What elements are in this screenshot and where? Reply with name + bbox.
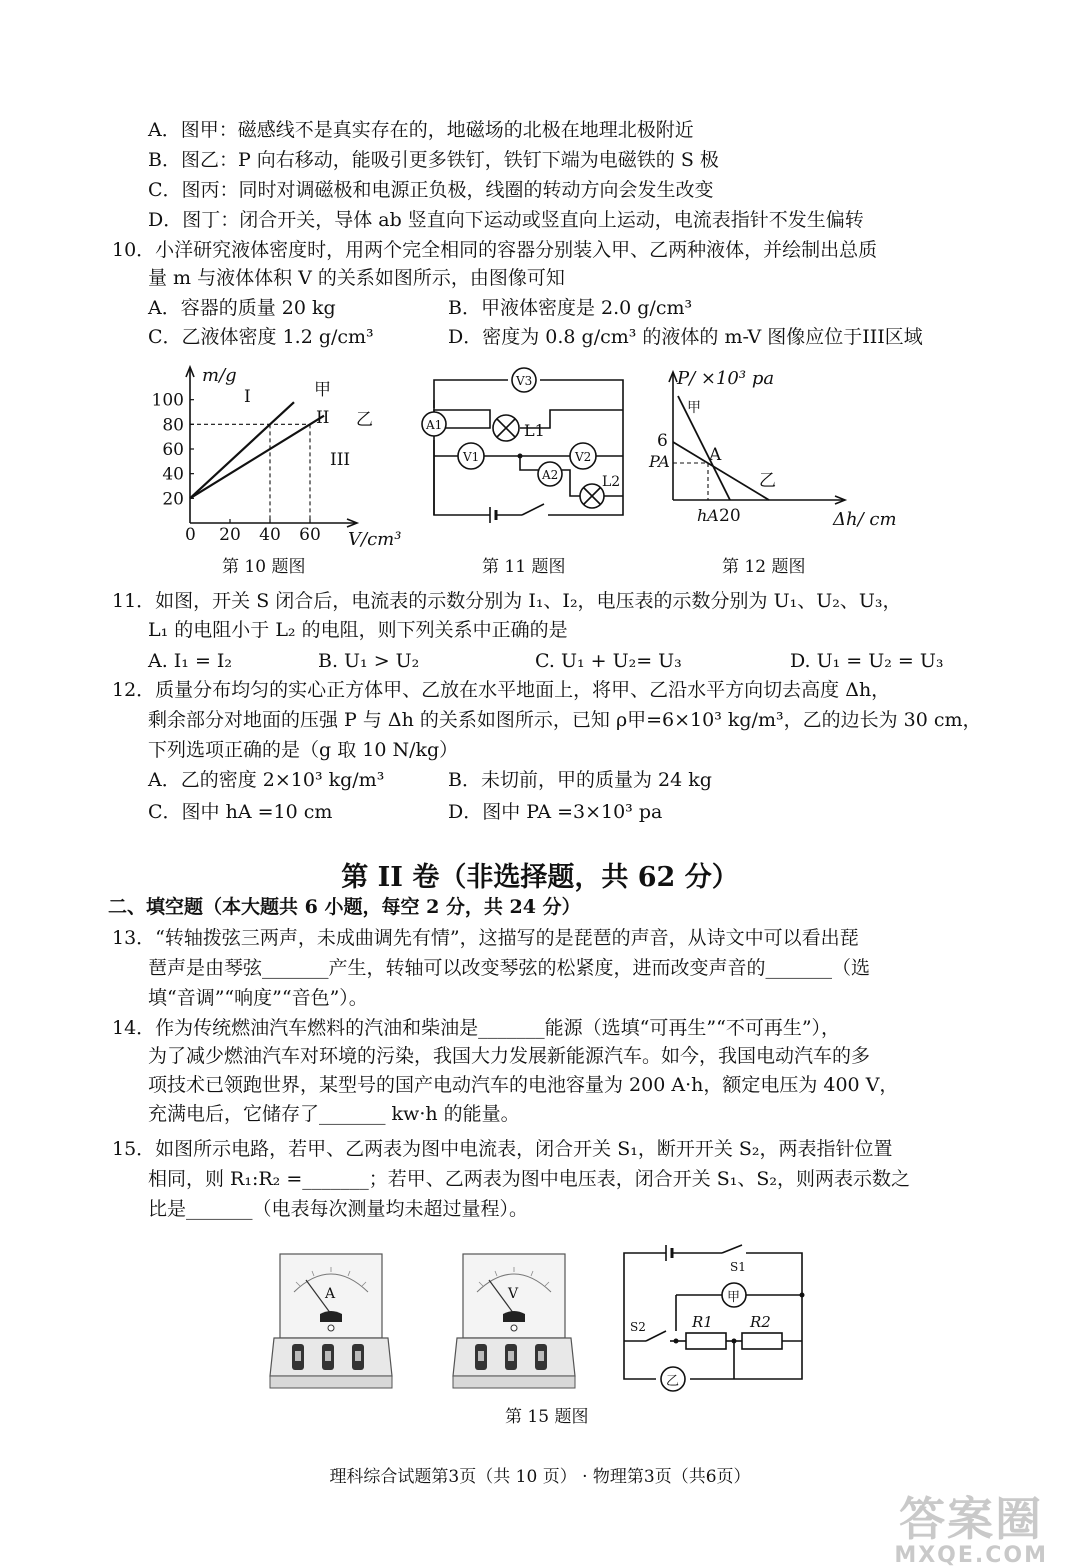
q11-option-b: B. U₁ > U₂ bbox=[318, 650, 420, 672]
fig10-lines bbox=[190, 402, 324, 523]
fig15-circuit bbox=[618, 1243, 808, 1393]
fig10-y-tick-label: 20 bbox=[162, 489, 184, 510]
q10-option-c: C．乙液体密度 1.2 g/cm³ bbox=[148, 326, 374, 348]
svg-text:S1: S1 bbox=[730, 1260, 746, 1274]
svg-text:L1: L1 bbox=[524, 421, 545, 440]
fig10-series-jia: 甲 bbox=[314, 380, 331, 400]
q15-line2: 相同，则 R₁:R₂ =_______；若甲、乙两表为图中电压表，闭合开关 S₁、S₂，则两表示数之 bbox=[148, 1168, 911, 1190]
svg-text:hA: hA bbox=[697, 506, 719, 525]
svg-text:乙: 乙 bbox=[666, 1374, 680, 1389]
q11-option-c: C. U₁ + U₂= U₃ bbox=[535, 650, 682, 672]
svg-text:V1: V1 bbox=[463, 450, 480, 464]
q11-option-d: D. U₁ = U₂ = U₃ bbox=[790, 650, 944, 672]
fig15-voltmeter bbox=[455, 1252, 575, 1392]
fig12-chart bbox=[645, 368, 910, 528]
fig15-ammeter bbox=[272, 1252, 392, 1392]
q13-line1: 13．“转轴拨弦三两声，未成曲调先有情”，这描写的是琵琶的声音，从诗文中可以看出琵 bbox=[112, 927, 859, 949]
fig10-y-tick-label: 60 bbox=[162, 440, 184, 460]
q12-stem-line3: 下列选项正确的是（g 取 10 N/kg） bbox=[148, 739, 459, 761]
fig10-xlabel: V/cm³ bbox=[348, 529, 402, 550]
svg-text:L2: L2 bbox=[602, 474, 621, 490]
fig10-series-line-1 bbox=[190, 416, 324, 499]
q13-line2: 琶声是由琴弦_______产生，转轴可以改变琴弦的松紧度，进而改变声音的_______（选 bbox=[148, 957, 871, 979]
q9-option-b: B．图乙：P 向右移动，能吸引更多铁钉，铁钉下端为电磁铁的 S 极 bbox=[148, 149, 719, 171]
svg-text:P/ ×10³ pa: P/ ×10³ pa bbox=[677, 368, 775, 389]
q12-option-c: C．图中 hA =10 cm bbox=[148, 801, 333, 823]
watermark-logo: 答案圈 bbox=[899, 1492, 1044, 1546]
svg-text:甲: 甲 bbox=[687, 400, 701, 416]
svg-text:V3: V3 bbox=[516, 374, 533, 388]
fig10-y-tick-label: 40 bbox=[162, 464, 184, 485]
fig10-caption: 第 10 题图 bbox=[222, 557, 306, 577]
q14-line1: 14．作为传统燃油汽车燃料的汽油和柴油是_______能源（选填“可再生”“不可再生”）， bbox=[112, 1017, 841, 1039]
svg-text:A1: A1 bbox=[426, 418, 443, 432]
q15-line1: 15．如图所示电路，若甲、乙两表为图中电流表，闭合开关 S₁，断开开关 S₂，两表指针位置 bbox=[112, 1138, 893, 1160]
q9-option-c: C．图丙：同时对调磁极和电源正负极，线圈的转动方向会发生改变 bbox=[148, 179, 714, 201]
section-title: 第 II 卷（非选择题，共 62 分） bbox=[341, 862, 739, 893]
q11-option-a: A. I₁ = I₂ bbox=[148, 650, 233, 672]
fig10-x-tick-label: 60 bbox=[299, 525, 321, 545]
fig11-circuit bbox=[420, 370, 635, 530]
watermark bbox=[894, 1492, 1048, 1568]
fig10-origin: 0 bbox=[185, 525, 196, 545]
q15-line3: 比是_______（电表每次测量均未超过量程）。 bbox=[148, 1198, 529, 1220]
q9-option-a: A．图甲：磁感线不是真实存在的，地磁场的北极在地理北极附近 bbox=[148, 119, 694, 141]
page-footer: 理科综合试题第3页（共 10 页） · 物理第3页（共6页） bbox=[329, 1467, 751, 1487]
svg-text:乙: 乙 bbox=[759, 471, 776, 491]
q9-option-d: D．图丁：闭合开关，导体 ab 竖直向下运动或竖直向上运动，电流表指针不发生偏转 bbox=[148, 209, 864, 231]
q14-line3: 项技术已领跑世界，某型号的国产电动汽车的电池容量为 200 A·h，额定电压为 400 V， bbox=[148, 1074, 899, 1096]
fig12-caption: 第 12 题图 bbox=[722, 557, 806, 577]
q12-stem-line2: 剩余部分对地面的压强 P 与 Δh 的关系如图所示，已知 ρ甲=6×10³ kg/m³，乙的边长为 30 cm， bbox=[148, 709, 982, 731]
watermark-url: MXQE.COM bbox=[894, 1543, 1048, 1568]
svg-text:PA: PA bbox=[649, 452, 670, 471]
fig10-x-tick-label: 20 bbox=[219, 525, 241, 545]
fig10-chart bbox=[150, 365, 402, 555]
fig10-region-2: II bbox=[316, 408, 330, 428]
svg-text:A: A bbox=[325, 1286, 336, 1302]
fig10-series-yi: 乙 bbox=[356, 410, 373, 430]
svg-text:R1: R1 bbox=[692, 1313, 713, 1331]
fig10-y-tick-label: 100 bbox=[151, 390, 184, 411]
q10-option-b: B．甲液体密度是 2.0 g/cm³ bbox=[448, 297, 693, 319]
svg-text:甲: 甲 bbox=[727, 1290, 741, 1305]
fig10-series-line-0 bbox=[190, 402, 294, 498]
fig10-x-tick-label: 40 bbox=[259, 525, 281, 545]
q14-line2: 为了减少燃油汽车对环境的污染，我国大力发展新能源汽车。如今，我国电动汽车的多 bbox=[148, 1045, 871, 1067]
svg-text:20: 20 bbox=[719, 506, 741, 526]
q12-stem-line1: 12．质量分布均匀的实心正方体甲、乙放在水平地面上，将甲、乙沿水平方向切去高度 Δh， bbox=[112, 679, 891, 701]
q12-option-b: B．未切前，甲的质量为 24 kg bbox=[448, 769, 712, 791]
fig15-caption: 第 15 题图 bbox=[505, 1407, 589, 1427]
q11-stem-line2: L₁ 的电阻小于 L₂ 的电阻，则下列关系中正确的是 bbox=[148, 619, 568, 641]
svg-text:S2: S2 bbox=[630, 1320, 646, 1334]
q13-line3: 填“音调”“响度”“音色”）。 bbox=[148, 987, 368, 1009]
fig11-caption: 第 11 题图 bbox=[482, 557, 566, 577]
q10-stem-line1: 10．小洋研究液体密度时，用两个完全相同的容器分别装入甲、乙两种液体，并绘制出总质 bbox=[112, 239, 878, 261]
fig10-region-1: I bbox=[244, 387, 251, 407]
q10-stem-line2: 量 m 与液体体积 V 的关系如图所示，由图像可知 bbox=[148, 267, 565, 289]
section2-heading: 二、填空题（本大题共 6 小题，每空 2 分，共 24 分） bbox=[108, 896, 581, 918]
fig10-y-tick-label: 80 bbox=[162, 415, 184, 436]
svg-text:A: A bbox=[709, 445, 722, 465]
svg-text:V: V bbox=[508, 1286, 519, 1302]
q14-line4: 充满电后，它储存了_______ kw·h 的能量。 bbox=[148, 1103, 520, 1125]
svg-text:V2: V2 bbox=[575, 450, 592, 464]
svg-text:Δh/ cm: Δh/ cm bbox=[833, 509, 897, 530]
svg-text:A2: A2 bbox=[542, 468, 559, 482]
svg-text:R2: R2 bbox=[750, 1313, 771, 1331]
fig10-ticks bbox=[152, 391, 321, 545]
q12-option-a: A．乙的密度 2×10³ kg/m³ bbox=[148, 769, 385, 791]
q10-option-d: D．密度为 0.8 g/cm³ 的液体的 m-V 图像应位于III区域 bbox=[448, 326, 923, 348]
q11-stem-line1: 11．如图，开关 S 闭合后，电流表的示数分别为 I₁、I₂，电压表的示数分别为 U₁、U₂、U₃， bbox=[112, 590, 902, 612]
q12-option-d: D．图中 PA =3×10³ pa bbox=[448, 801, 663, 823]
fig10-region-3: III bbox=[330, 450, 351, 470]
fig10-ylabel: m/g bbox=[202, 365, 237, 386]
q10-option-a: A．容器的质量 20 kg bbox=[148, 297, 336, 319]
svg-text:6: 6 bbox=[657, 431, 668, 451]
